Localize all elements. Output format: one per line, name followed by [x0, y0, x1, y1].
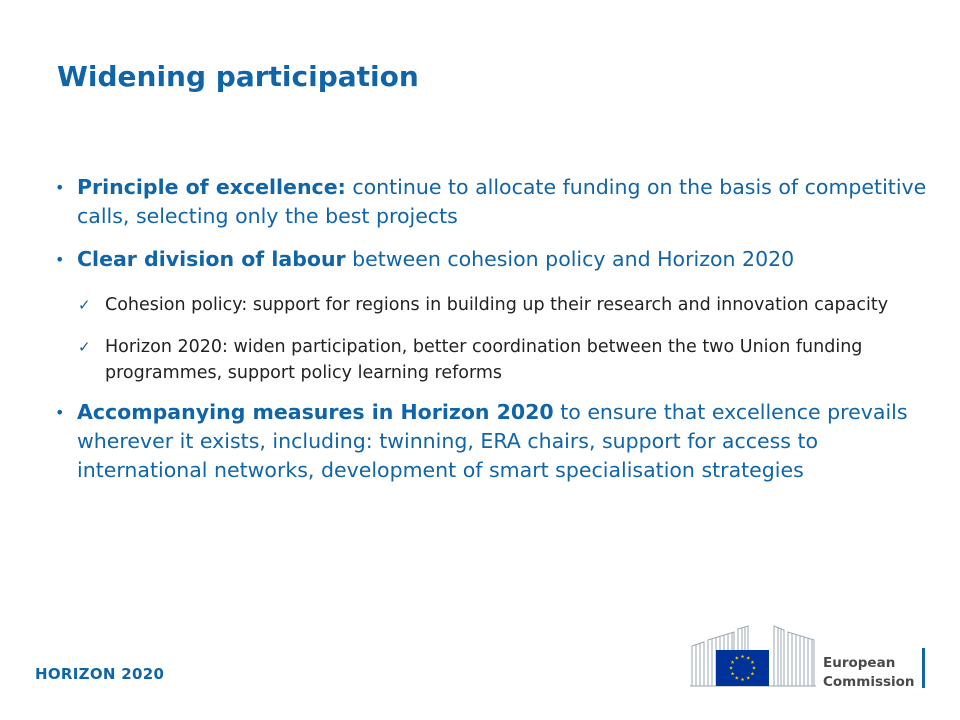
bullet-marker: • [55, 178, 65, 197]
logo-line-1: European [823, 655, 896, 671]
sub-item-horizon [78, 334, 935, 386]
sub-item-text: Horizon 2020: widen participation, better coordination between the two Union funding programmes, support policy learning reforms [105, 337, 863, 383]
bullet-item-measures [55, 398, 935, 485]
bullet-text: continue to allocate funding on the basis of competitive calls, selecting only the best projects [77, 175, 927, 228]
european-commission-wordmark [823, 654, 915, 692]
logo-divider-bar [922, 648, 925, 688]
slide-title: Widening participation [57, 60, 419, 93]
sub-item-cohesion [78, 292, 935, 318]
bullet-heading: Accompanying measures in Horizon 2020 [77, 400, 554, 424]
bullet-marker: • [55, 250, 65, 269]
bullet-item-excellence [55, 173, 935, 231]
bullet-item-division [55, 245, 935, 386]
eu-flag-icon [716, 650, 769, 686]
logo-line-2: Commission [823, 674, 915, 690]
bullet-text: to ensure that excellence prevails wherever it exists, including: twinning, ERA chairs, support for access to international networks, development of smart specialisation strategies [77, 400, 908, 482]
sub-item-text: Cohesion policy: support for regions in building up their research and innovation capacity [105, 295, 889, 315]
bullet-text: between cohesion policy and Horizon 2020 [345, 247, 795, 271]
bullet-heading: Clear division of labour [77, 247, 346, 271]
bullet-heading: Principle of excellence: [77, 175, 346, 199]
checkmark-icon: ✓ [78, 296, 91, 314]
sub-bullet-list [77, 292, 935, 386]
bullet-marker: • [55, 403, 65, 422]
footer-program-label: HORIZON 2020 [35, 665, 165, 683]
bullet-list [55, 173, 935, 485]
checkmark-icon: ✓ [78, 338, 91, 356]
